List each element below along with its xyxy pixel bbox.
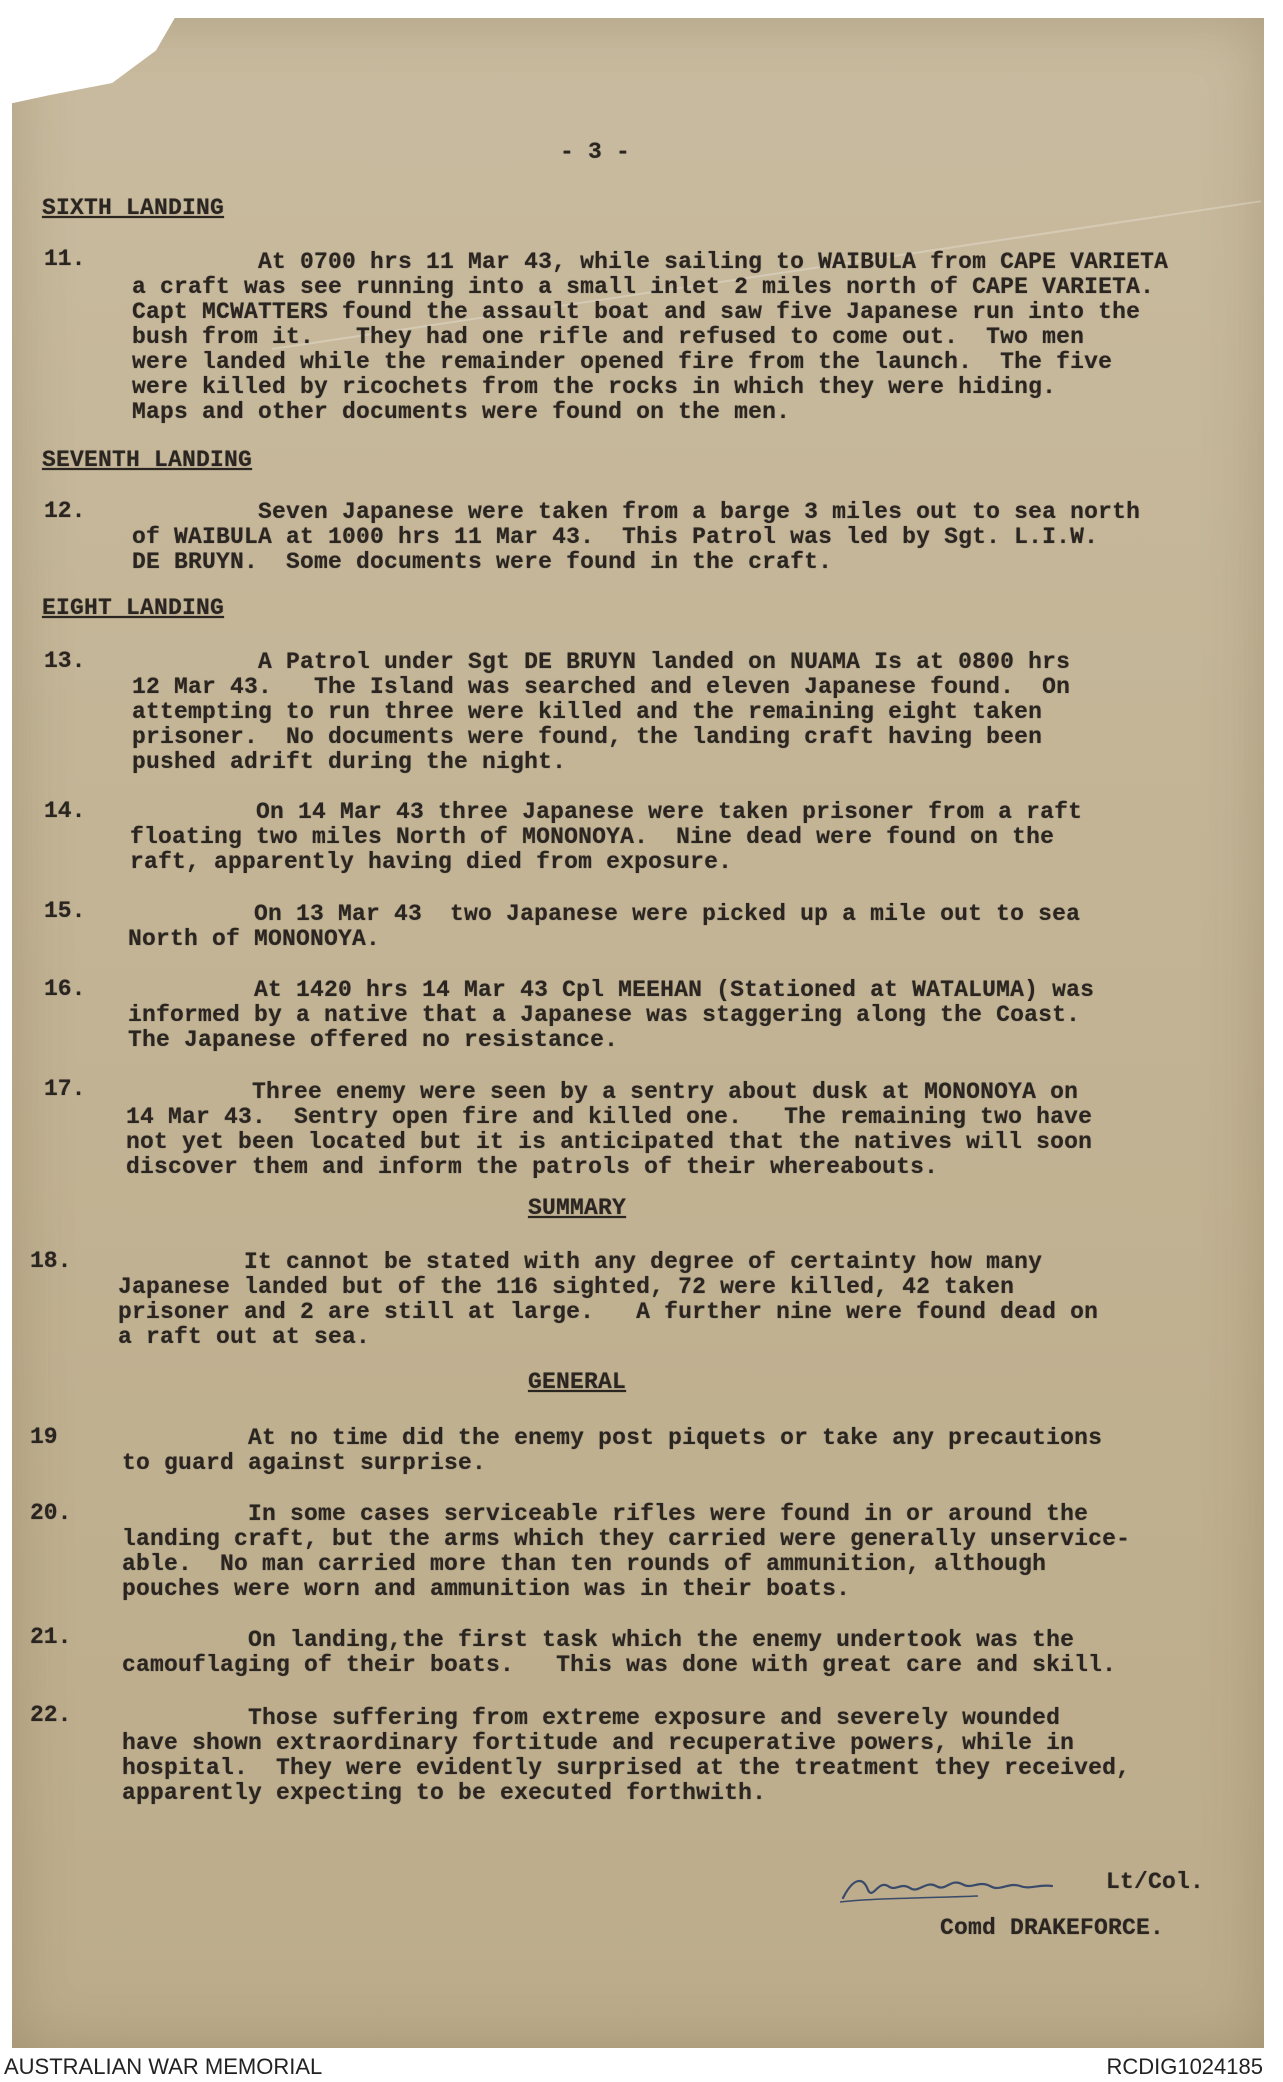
paragraph-text: On landing,the first task which the enemy undertook was the camouflaging of their boats. This was done with great care and skill. xyxy=(122,1627,1117,1678)
section-heading-sixth-landing: SIXTH LANDING xyxy=(42,195,225,221)
paragraph-number: 22. xyxy=(30,1702,72,1728)
paragraph-text: On 13 Mar 43 two Japanese were picked up a mile out to sea North of MONONOYA. xyxy=(128,901,1081,952)
archive-name: AUSTRALIAN WAR MEMORIAL xyxy=(4,2054,323,2079)
section-heading-general: GENERAL xyxy=(528,1369,627,1395)
paragraph-text: It cannot be stated with any degree of certainty how many Japanese landed but of the 116 sighted, 72 were killed, 42 taken prisoner and 2 are still at large. A further nine were found dead on a raft out at sea. xyxy=(118,1249,1099,1350)
section-heading-eight-landing: EIGHT LANDING xyxy=(42,595,225,621)
paragraph-text: At 1420 hrs 14 Mar 43 Cpl MEEHAN (Stationed at WATALUMA) was informed by a native that a Japanese was staggering along the Coast. The Japanese offered no resistance. xyxy=(128,977,1095,1053)
handwritten-signature xyxy=(838,1868,1088,1908)
paragraph-text: Three enemy were seen by a sentry about dusk at MONONOYA on 14 Mar 43. Sentry open fire and killed one. The remaining two have not yet been located but it is anticipated that the natives will soon discover them and inform the patrols of their whereabouts. xyxy=(126,1079,1093,1180)
paragraph-number: 15. xyxy=(44,898,86,924)
paragraph-text: In some cases serviceable rifles were found in or around the landing craft, but the arms which they carried were generally unservice- able. No man carried more than ten rounds of ammunition, although pouches were worn and ammunition was in their boats. xyxy=(122,1501,1131,1602)
paragraph-text: Seven Japanese were taken from a barge 3 miles out to sea north of WAIBULA at 1000 hrs 11 Mar 43. This Patrol was led by Sgt. L.I.W. DE BRUYN. Some documents were found in the craft. xyxy=(132,499,1141,575)
paragraph-text: Those suffering from extreme exposure and severely wounded have shown extraordinary fortitude and recuperative powers, while in hospital. They were evidently surprised at the treatment they received, apparently expecting to be executed forthwith. xyxy=(122,1705,1131,1806)
signatory-title: Comd DRAKEFORCE. xyxy=(940,1915,1165,1941)
paragraph-number: 17. xyxy=(44,1076,86,1102)
paragraph-number: 16. xyxy=(44,976,86,1002)
section-heading-seventh-landing: SEVENTH LANDING xyxy=(42,447,253,473)
paragraph-text: On 14 Mar 43 three Japanese were taken prisoner from a raft floating two miles North of MONONOYA. Nine dead were found on the raft, apparently having died from exposure. xyxy=(130,799,1083,875)
paragraph-number: 11. xyxy=(44,246,86,272)
paragraph-text: At 0700 hrs 11 Mar 43, while sailing to WAIBULA from CAPE VARIETA a craft was see running into a small inlet 2 miles north of CAPE VARIETA. Capt MCWATTERS found the assault boat and saw five Japanese run into the bush from it. They had one rifle and refused to come out. Two men were landed while the remainder opened fire from the launch. The five were killed by ricochets from the rocks in which they were hiding. Maps and other documents were found on the men. xyxy=(132,249,1169,425)
section-heading-summary: SUMMARY xyxy=(528,1195,627,1221)
paragraph-number: 14. xyxy=(44,798,86,824)
paragraph-number: 19 xyxy=(30,1424,58,1450)
paragraph-number: 13. xyxy=(44,648,86,674)
paragraph-text: A Patrol under Sgt DE BRUYN landed on NUAMA Is at 0800 hrs 12 Mar 43. The Island was searched and eleven Japanese found. On attempting to run three were killed and the remaining eight taken prisoner. No documents were found, the landing craft having been pushed adrift during the night. xyxy=(132,649,1071,775)
paragraph-number: 20. xyxy=(30,1500,72,1526)
paragraph-number: 21. xyxy=(30,1624,72,1650)
archive-footer xyxy=(0,2050,1283,2082)
signatory-rank: Lt/Col. xyxy=(1106,1869,1205,1895)
page-number: - 3 - xyxy=(560,139,631,165)
paragraph-number: 18. xyxy=(30,1248,72,1274)
archive-reference-id: RCDIG1024185 xyxy=(1106,2054,1263,2079)
paragraph-text: At no time did the enemy post piquets or take any precautions to guard against surprise. xyxy=(122,1425,1103,1476)
paragraph-number: 12. xyxy=(44,498,86,524)
